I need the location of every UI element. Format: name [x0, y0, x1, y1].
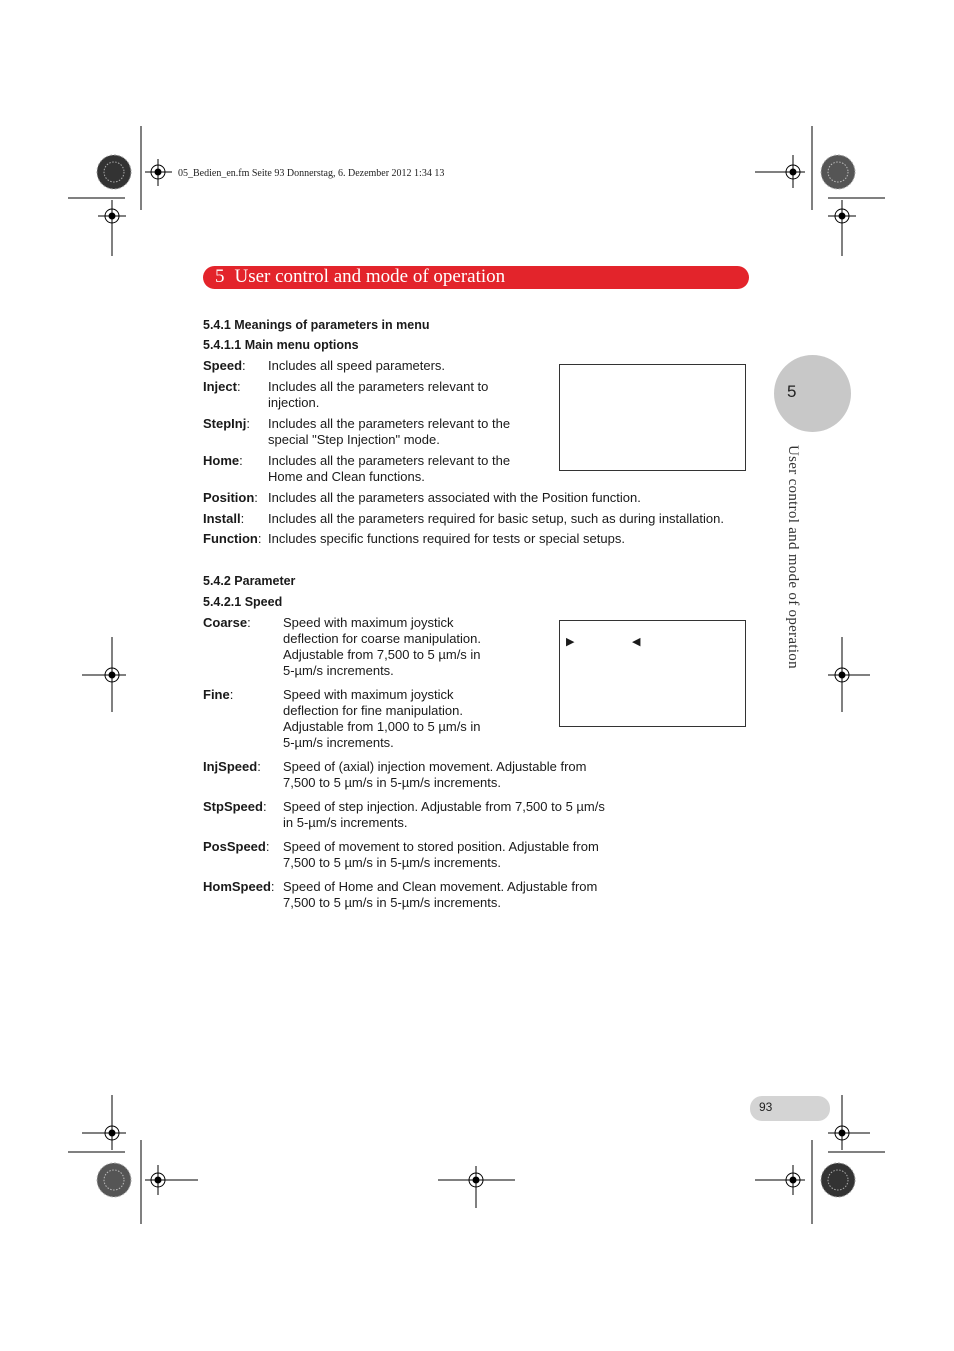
registration-mark-icon — [828, 1095, 870, 1150]
term-coarse: Coarse: — [203, 615, 251, 630]
registration-mark-icon — [755, 155, 805, 188]
desc-function: Includes specific functions required for tests or special setups. — [268, 531, 625, 546]
display-screen-image — [559, 620, 746, 727]
term-home: Home: — [203, 453, 243, 468]
chapter-number: 5 — [215, 266, 225, 287]
chapter-heading-bar — [203, 266, 749, 289]
term-position: Position: — [203, 490, 258, 505]
registration-mark-icon — [755, 1165, 805, 1195]
desc-coarse: Speed with maximum joystick deflection for coarse manipulation. Adjustable from 7,500 to 5 µm/s in 5-µm/s increments. — [283, 615, 482, 678]
term-fine: Fine: — [203, 687, 234, 702]
section-heading-541: 5.4.1 Meanings of parameters in menu — [203, 318, 430, 332]
term-install: Install: — [203, 511, 245, 526]
registration-mark-icon — [98, 200, 126, 256]
desc-fine: Speed with maximum joystick deflection for fine manipulation. Adjustable from 1,000 to 5 µm/s in 5-µm/s increments. — [283, 687, 481, 750]
section-heading-5421: 5.4.2.1 Speed — [203, 595, 283, 609]
registration-mark-icon — [828, 200, 856, 256]
registration-mark-icon — [145, 159, 172, 186]
arrow-right-icon: ▶ — [566, 636, 575, 648]
term-stpspeed: StpSpeed: — [203, 799, 267, 814]
desc-home: Includes all the parameters relevant to the Home and Clean functions. — [268, 453, 511, 484]
term-speed: Speed: — [203, 358, 246, 373]
desc-inject: Includes all the parameters relevant to injection. — [268, 379, 489, 410]
term-posspeed: PosSpeed: — [203, 839, 270, 854]
registration-mark-icon — [145, 1165, 198, 1195]
display-screen-image — [559, 364, 746, 471]
chapter-tab-label: User control and mode of operation — [785, 445, 801, 669]
desc-stpspeed: Speed of step injection. Adjustable from 7,500 to 5 µm/s in 5-µm/s increments. — [283, 799, 605, 830]
registration-mark-icon — [82, 1095, 126, 1150]
section-heading-542: 5.4.2 Parameter — [203, 574, 296, 588]
print-header: 05_Bedien_en.fm Seite 93 Donnerstag, 6. Dezember 2012 1:34 13 — [178, 168, 445, 179]
star-target-icon — [97, 1163, 131, 1197]
registration-mark-icon — [438, 1166, 515, 1208]
star-target-icon — [821, 1163, 855, 1197]
chapter-title: User control and mode of operation — [234, 266, 506, 287]
chapter-tab-number: 5 — [787, 382, 797, 401]
arrow-left-icon: ◀ — [632, 636, 641, 648]
term-injspeed: InjSpeed: — [203, 759, 261, 774]
star-target-icon — [821, 155, 855, 189]
term-stepinj: StepInj: — [203, 416, 250, 431]
star-target-icon — [97, 155, 131, 189]
registration-mark-icon — [828, 637, 870, 712]
desc-posspeed: Speed of movement to stored position. Adjustable from 7,500 to 5 µm/s in 5-µm/s increments. — [283, 839, 599, 870]
desc-install: Includes all the parameters required for basic setup, such as during installation. — [268, 511, 724, 526]
chapter-tab — [774, 355, 851, 432]
page-number: 93 — [759, 1100, 773, 1114]
term-homspeed: HomSpeed: — [203, 879, 275, 894]
desc-homspeed: Speed of Home and Clean movement. Adjustable from 7,500 to 5 µm/s in 5-µm/s increments. — [283, 879, 598, 910]
registration-mark-icon — [82, 637, 126, 712]
chapter-heading — [215, 266, 505, 289]
desc-speed: Includes all speed parameters. — [268, 358, 446, 373]
page-number-badge — [750, 1096, 830, 1121]
section-heading-5411: 5.4.1.1 Main menu options — [203, 338, 359, 352]
term-inject: Inject: — [203, 379, 241, 394]
desc-injspeed: Speed of (axial) injection movement. Adjustable from 7,500 to 5 µm/s in 5-µm/s increments. — [283, 759, 587, 790]
desc-position: Includes all the parameters associated with the Position function. — [268, 490, 641, 505]
desc-stepinj: Includes all the parameters relevant to the special "Step Injection" mode. — [268, 416, 511, 447]
term-function: Function: — [203, 531, 262, 546]
